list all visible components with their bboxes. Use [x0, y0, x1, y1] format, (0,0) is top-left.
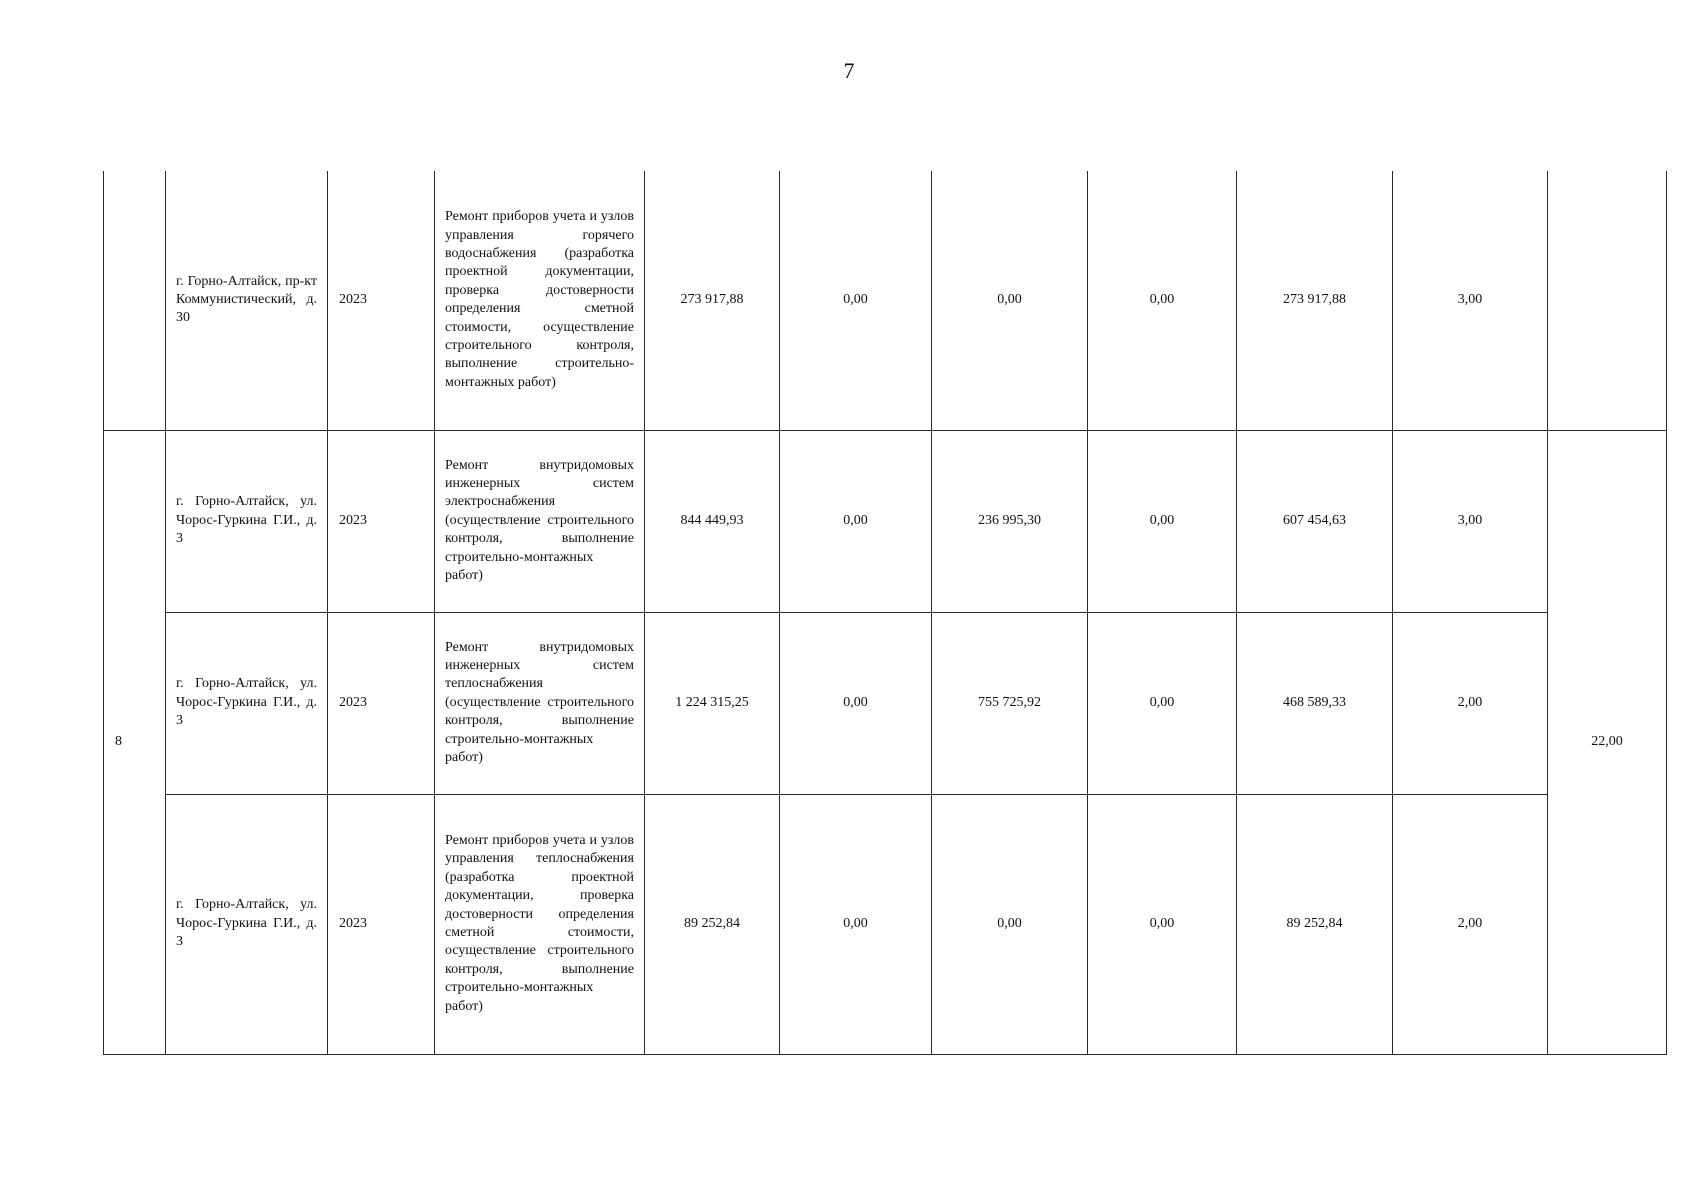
amount-cell: 0,00 [932, 794, 1088, 1054]
amount-cell: 236 995,30 [932, 430, 1088, 612]
amount-cell: 0,00 [1088, 794, 1237, 1054]
work-description-cell: Ремонт приборов учета и узлов управления теплоснабжения (разработка проектной документации, проверка достоверности определения сметной стоимости, осуществление строительного контроля, выполнение строительно-монтажных работ) [435, 794, 645, 1054]
total-cost-cell: 1 224 315,25 [645, 612, 780, 794]
rate-cell: 2,00 [1393, 794, 1548, 1054]
work-description-cell: Ремонт внутридомовых инженерных систем теплоснабжения (осуществление строительного контроля, выполнение строительно-монтажных работ) [435, 612, 645, 794]
year-cell: 2023 [328, 171, 435, 430]
work-description-cell: Ремонт внутридомовых инженерных систем электроснабжения (осуществление строительного контроля, выполнение строительно-монтажных работ) [435, 430, 645, 612]
rate-cell: 3,00 [1393, 430, 1548, 612]
table-row [104, 612, 1667, 794]
amount-cell: 273 917,88 [1237, 171, 1393, 430]
group-number-cell-empty [104, 171, 166, 430]
page-number: 7 [843, 58, 855, 83]
amount-cell: 468 589,33 [1237, 612, 1393, 794]
total-cost-cell: 273 917,88 [645, 171, 780, 430]
address-cell: г. Горно-Алтайск, ул. Чорос-Гуркина Г.И., д. 3 [166, 430, 328, 612]
amount-cell: 0,00 [1088, 430, 1237, 612]
amount-cell: 0,00 [1088, 612, 1237, 794]
group-total-cell-empty [1548, 171, 1667, 430]
year-cell: 2023 [328, 794, 435, 1054]
work-description-cell: Ремонт приборов учета и узлов управления горячего водоснабжения (разработка проектной документации, проверка достоверности определения сметной стоимости, осуществление строительного контроля, выполнение строительно-монтажных работ) [435, 171, 645, 430]
rate-cell: 2,00 [1393, 612, 1548, 794]
amount-cell: 755 725,92 [932, 612, 1088, 794]
amount-cell: 0,00 [932, 171, 1088, 430]
year-cell: 2023 [328, 612, 435, 794]
amount-cell: 89 252,84 [1237, 794, 1393, 1054]
year-cell: 2023 [328, 430, 435, 612]
address-cell: г. Горно-Алтайск, ул. Чорос-Гуркина Г.И., д. 3 [166, 612, 328, 794]
amount-cell: 0,00 [780, 794, 932, 1054]
total-cost-cell: 89 252,84 [645, 794, 780, 1054]
table-row [104, 430, 1667, 612]
amount-cell: 0,00 [780, 430, 932, 612]
amount-cell: 0,00 [1088, 171, 1237, 430]
table-row [104, 794, 1667, 1054]
group-total-cell: 22,00 [1548, 430, 1667, 1054]
address-cell: г. Горно-Алтайск, ул. Чорос-Гуркина Г.И., д. 3 [166, 794, 328, 1054]
amount-cell: 607 454,63 [1237, 430, 1393, 612]
repair-schedule-table [103, 171, 1667, 1055]
total-cost-cell: 844 449,93 [645, 430, 780, 612]
amount-cell: 0,00 [780, 171, 932, 430]
amount-cell: 0,00 [780, 612, 932, 794]
address-cell: г. Горно-Алтайск, пр-кт Коммунистический, д. 30 [166, 171, 328, 430]
table-row [104, 171, 1667, 430]
rate-cell: 3,00 [1393, 171, 1548, 430]
group-number-cell: 8 [104, 430, 166, 1054]
